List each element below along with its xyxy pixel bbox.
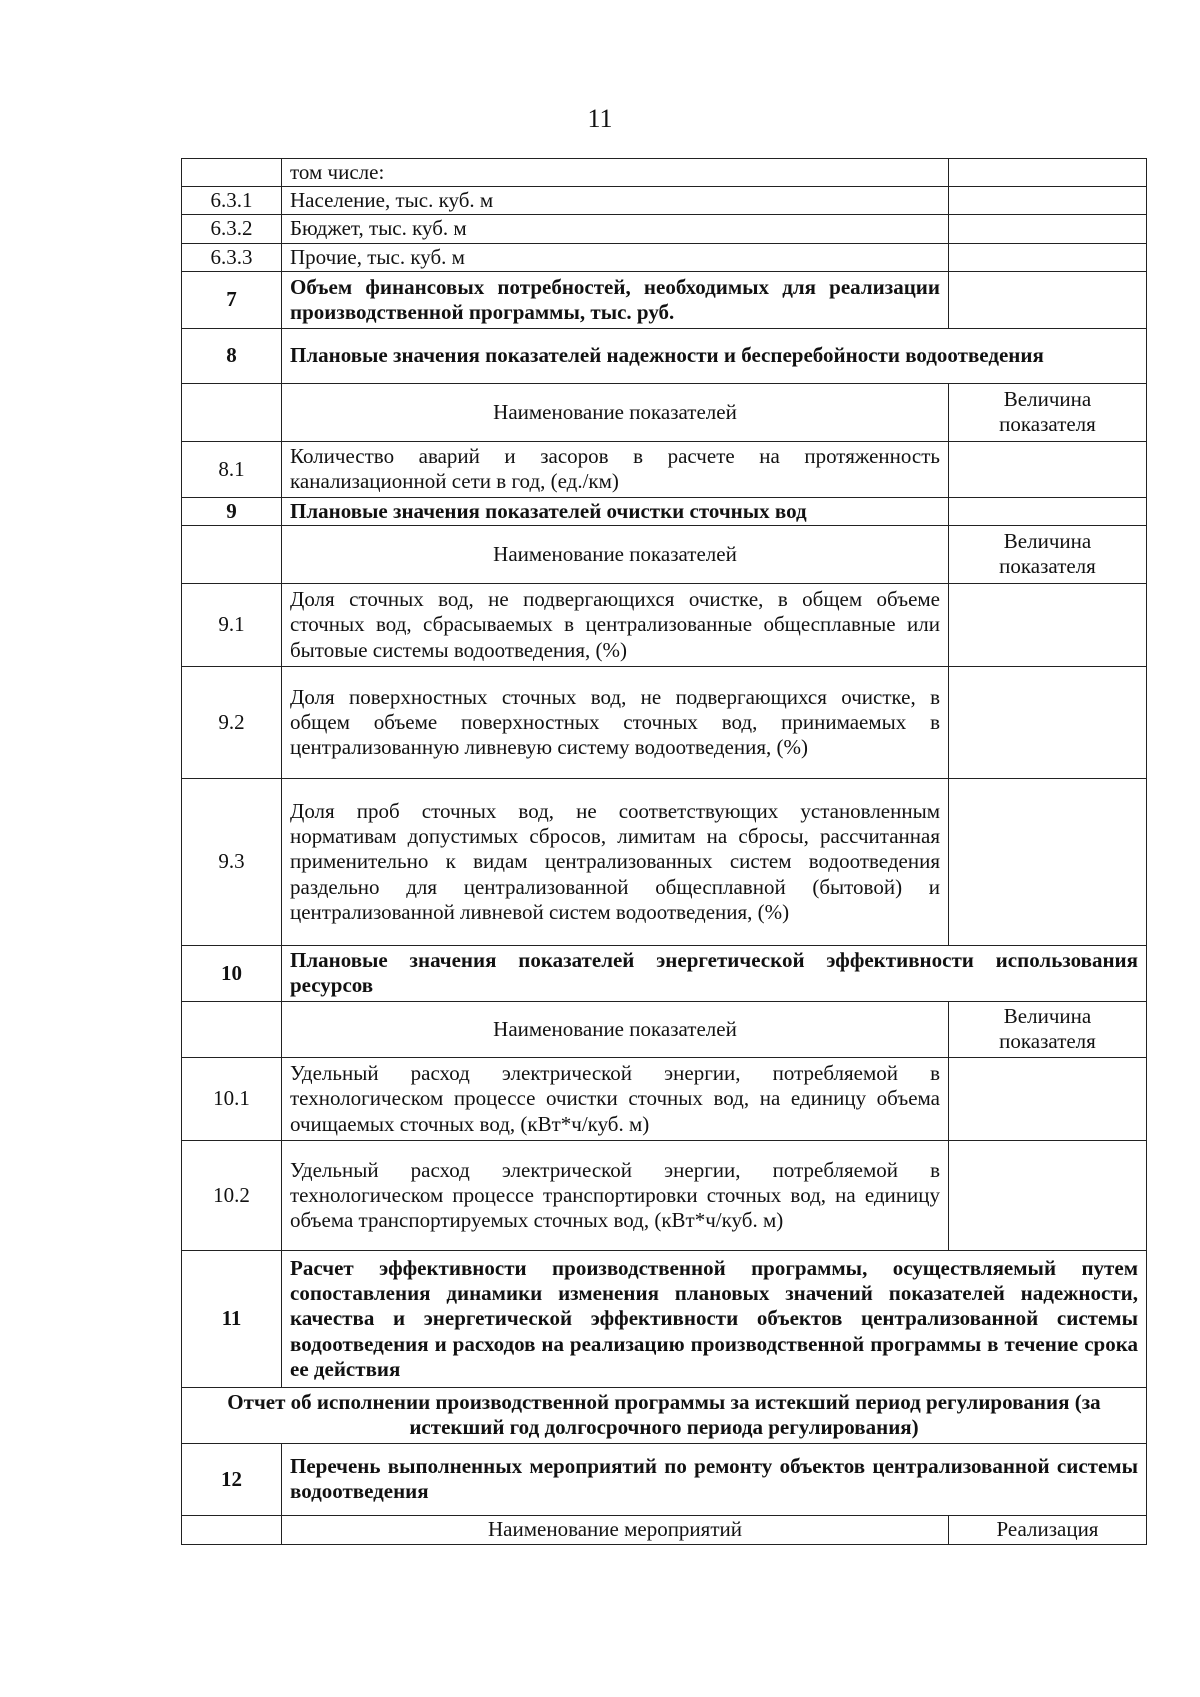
column-header-value: Величина показателя [949,1001,1147,1057]
row-text: Доля проб сточных вод, не соответствующих установленным нормативам допустимых сбросов, лимитам на сбросы, рассчитанная применительно к видам централизованных систем водоотведения раздельно для централизованной общесплавной (бытовой) и централизованной ливневой систем водоотведения, (%) [282,778,949,945]
row-number [182,159,282,187]
section-row [182,328,1147,383]
table-row [182,441,1147,497]
column-header-value: Величина показателя [949,525,1147,583]
column-header-name: Наименование мероприятий [282,1515,949,1544]
row-number: 6.3.3 [182,243,282,271]
row-value [949,187,1147,215]
row-number: 8.1 [182,441,282,497]
row-value [949,778,1147,945]
row-number [182,1515,282,1544]
row-text: Доля сточных вод, не подвергающихся очистке, в общем объеме сточных вод, сбрасываемых в централизованные общесплавные или бытовые системы водоотведения, (%) [282,583,949,666]
header-row [182,525,1147,583]
row-text: Население, тыс. куб. м [282,187,949,215]
section-title: Расчет эффективности производственной программы, осуществляемый путем сопоставления динамики изменения плановых значений показателей надежности, качества и энергетической эффективности объектов централизованной системы водоотведения и расходов на реализацию производственной программы в течение срока ее действия [282,1250,1147,1387]
table-row [182,243,1147,271]
row-value [949,215,1147,243]
row-number [182,1001,282,1057]
page-number: 11 [587,104,613,133]
row-text: Удельный расход электрической энергии, потребляемой в технологическом процессе очистки сточных вод, на единицу объема очищаемых сточных вод, (кВт*ч/куб. м) [282,1057,949,1140]
row-number: 6.3.2 [182,215,282,243]
column-header-name: Наименование показателей [282,383,949,441]
table-row [182,583,1147,666]
row-value [949,1140,1147,1250]
table-row [182,187,1147,215]
row-text: Удельный расход электрической энергии, потребляемой в технологическом процессе транспортировки сточных вод, на единицу объема транспортируемых сточных вод, (кВт*ч/куб. м) [282,1140,949,1250]
row-value [949,159,1147,187]
row-number: 9.1 [182,583,282,666]
row-text: Прочие, тыс. куб. м [282,243,949,271]
section-row [182,945,1147,1001]
row-number: 12 [182,1443,282,1515]
row-value [949,1057,1147,1140]
section-title: Плановые значения показателей энергетической эффективности использования ресурсов [282,945,1147,1001]
section-title: Плановые значения показателей очистки сточных вод [282,497,949,525]
row-number: 9 [182,497,282,525]
column-header-value: Реализация [949,1515,1147,1544]
row-value [949,271,1147,328]
table-row [182,1057,1147,1140]
table-row [182,666,1147,778]
row-value [949,243,1147,271]
row-number [182,525,282,583]
section-title: Плановые значения показателей надежности и бесперебойности водоотведения [282,328,1147,383]
row-text: том числе: [282,159,949,187]
table-row [182,778,1147,945]
row-number: 8 [182,328,282,383]
row-number: 7 [182,271,282,328]
row-number: 10 [182,945,282,1001]
column-header-value: Величина показателя [949,383,1147,441]
table-row [182,271,1147,328]
row-value [949,441,1147,497]
report-heading-row [182,1387,1147,1443]
row-number [182,383,282,441]
row-number: 10.2 [182,1140,282,1250]
section-title: Перечень выполненных мероприятий по ремонту объектов централизованной системы водоотведения [282,1443,1147,1515]
row-text: Доля поверхностных сточных вод, не подвергающихся очистке, в общем объеме поверхностных сточных вод, принимаемых в централизованную ливневую систему водоотведения, (%) [282,666,949,778]
row-number: 11 [182,1250,282,1387]
row-text: Количество аварий и засоров в расчете на протяженность канализационной сети в год, (ед./км) [282,441,949,497]
section-row [182,1250,1147,1387]
row-value [949,583,1147,666]
header-row [182,1001,1147,1057]
section-row [182,1443,1147,1515]
table-row [182,215,1147,243]
report-heading: Отчет об исполнении производственной программы за истекший период регулирования (за истекший год долгосрочного периода регулирования) [182,1387,1147,1443]
header-row [182,383,1147,441]
row-text: Бюджет, тыс. куб. м [282,215,949,243]
section-row [182,497,1147,525]
row-text: Объем финансовых потребностей, необходимых для реализации производственной программы, тыс. руб. [282,271,949,328]
column-header-name: Наименование показателей [282,525,949,583]
row-value [949,497,1147,525]
row-number: 6.3.1 [182,187,282,215]
row-number: 9.3 [182,778,282,945]
header-row [182,1515,1147,1544]
table-row [182,1140,1147,1250]
column-header-name: Наименование показателей [282,1001,949,1057]
row-number: 10.1 [182,1057,282,1140]
row-value [949,666,1147,778]
program-table [181,158,1147,1545]
row-number: 9.2 [182,666,282,778]
table-row [182,159,1147,187]
